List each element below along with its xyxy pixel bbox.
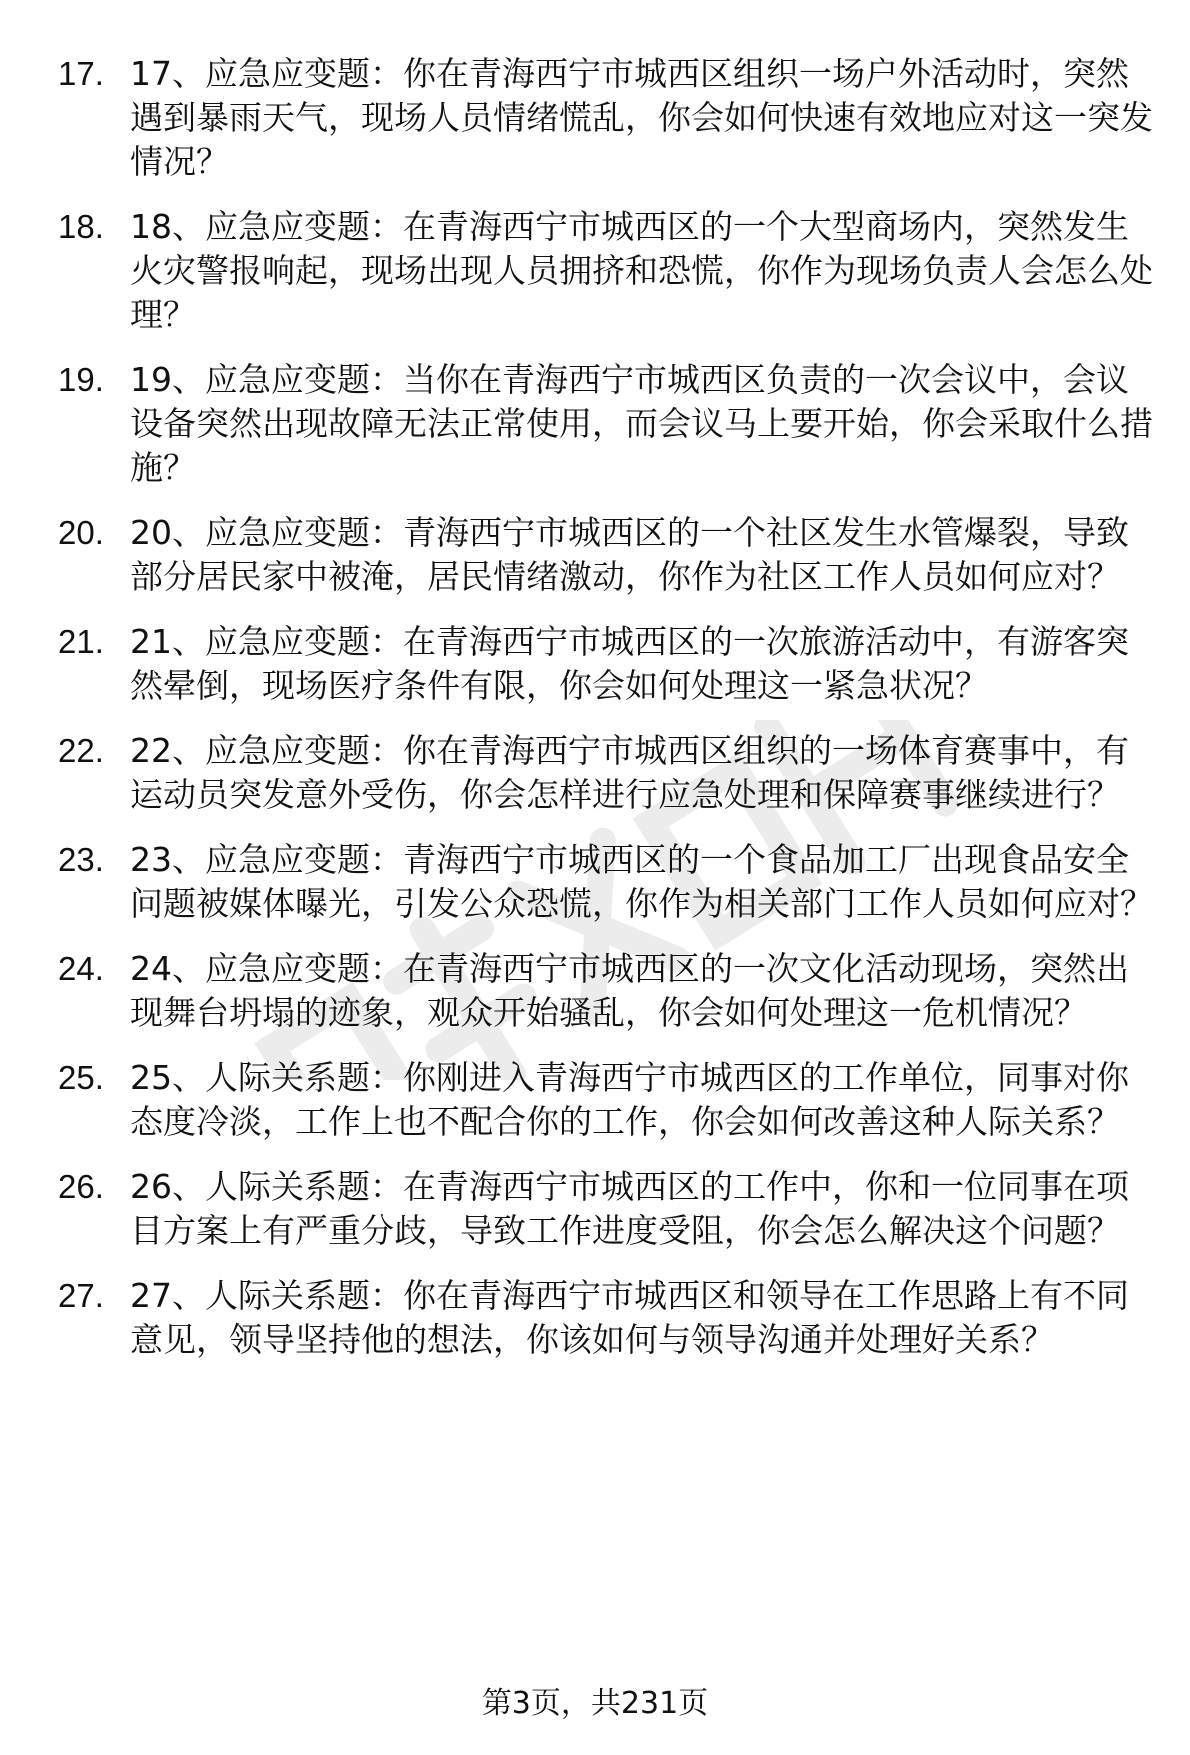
question-text: 27、人际关系题：你在青海西宁市城西区和领导在工作思路上有不同意见，领导坚持他的想法，你该如何与领导沟通并处理好关系？ bbox=[130, 1276, 1129, 1359]
question-item bbox=[58, 838, 1158, 926]
question-text: 26、人际关系题：在青海西宁市城西区的工作中，你和一位同事在项目方案上有严重分歧，导致工作进度受阻，你会怎么解决这个问题？ bbox=[130, 1167, 1129, 1250]
question-item bbox=[58, 729, 1158, 817]
question-item bbox=[58, 52, 1158, 184]
question-number: 18. bbox=[58, 208, 104, 245]
question-number: 24. bbox=[58, 950, 104, 987]
question-number: 25. bbox=[58, 1059, 104, 1096]
question-text: 22、应急应变题：你在青海西宁市城西区组织的一场体育赛事中，有运动员突发意外受伤，你会怎样进行应急处理和保障赛事继续进行？ bbox=[130, 731, 1129, 814]
question-item bbox=[58, 205, 1158, 337]
question-number: 22. bbox=[58, 732, 104, 769]
question-item bbox=[58, 358, 1158, 490]
question-number: 26. bbox=[58, 1168, 104, 1205]
question-text: 25、人际关系题：你刚进入青海西宁市城西区的工作单位，同事对你态度冷淡，工作上也不配合你的工作，你会如何改善这种人际关系？ bbox=[130, 1058, 1129, 1141]
question-number: 21. bbox=[58, 623, 104, 660]
question-text: 18、应急应变题：在青海西宁市城西区的一个大型商场内，突然发生火灾警报响起，现场出现人员拥挤和恐慌，你作为现场负责人会怎么处理？ bbox=[130, 207, 1153, 334]
question-number: 23. bbox=[58, 841, 104, 878]
question-text: 23、应急应变题：青海西宁市城西区的一个食品加工厂出现食品安全问题被媒体曝光，引发公众恐慌，你作为相关部门工作人员如何应对？ bbox=[130, 840, 1153, 923]
question-number: 20. bbox=[58, 514, 104, 551]
question-number: 19. bbox=[58, 361, 104, 398]
question-text: 21、应急应变题：在青海西宁市城西区的一次旅游活动中，有游客突然晕倒，现场医疗条件有限，你会如何处理这一紧急状况？ bbox=[130, 622, 1129, 705]
question-item bbox=[58, 511, 1158, 599]
question-text: 17、应急应变题：你在青海西宁市城西区组织一场户外活动时，突然遇到暴雨天气，现场人员情绪慌乱，你会如何快速有效地应对这一突发情况？ bbox=[130, 54, 1153, 181]
question-item bbox=[58, 1274, 1158, 1362]
question-item bbox=[58, 620, 1158, 708]
question-number: 17. bbox=[58, 55, 104, 92]
question-item bbox=[58, 947, 1158, 1035]
question-text: 19、应急应变题：当你在青海西宁市城西区负责的一次会议中，会议设备突然出现故障无法正常使用，而会议马上要开始，你会采取什么措施？ bbox=[130, 360, 1153, 487]
question-text: 24、应急应变题：在青海西宁市城西区的一次文化活动现场，突然出现舞台坍塌的迹象，观众开始骚乱，你会如何处理这一危机情况？ bbox=[130, 949, 1129, 1032]
question-list bbox=[58, 52, 1158, 1383]
question-text: 20、应急应变题：青海西宁市城西区的一个社区发生水管爆裂，导致部分居民家中被淹，居民情绪激动，你作为社区工作人员如何应对？ bbox=[130, 513, 1129, 596]
question-number: 27. bbox=[58, 1277, 104, 1314]
question-item bbox=[58, 1056, 1158, 1144]
page-footer: 第3页，共231页 bbox=[481, 1686, 709, 1721]
question-item bbox=[58, 1165, 1158, 1253]
